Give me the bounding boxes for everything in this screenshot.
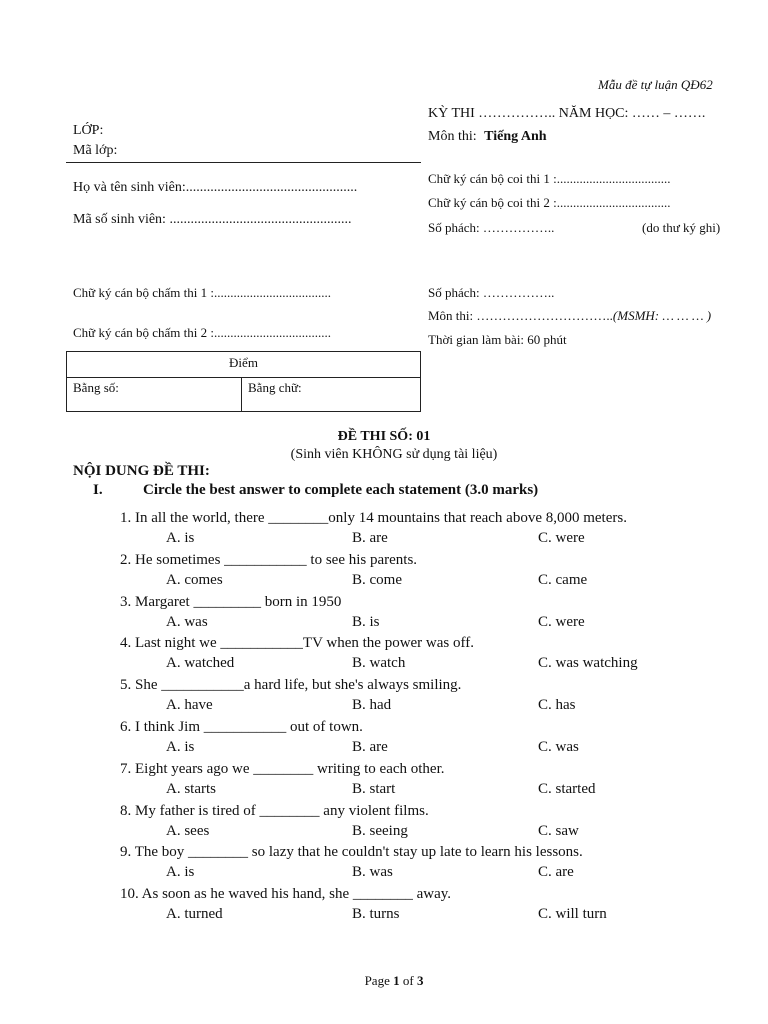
score-table	[66, 351, 421, 412]
form-code: Mẫu đề tự luận QĐ62	[598, 77, 713, 92]
class-label: LỚP:	[73, 123, 104, 138]
subject-2	[428, 308, 711, 324]
grader1-signature: Chữ ký cán bộ chấm thi 1 :....................................	[73, 285, 331, 300]
answer-option-c[interactable]: C. will turn	[538, 906, 607, 923]
exam-line: KỲ THI …………….. NĂM HỌC: …… – …….	[428, 106, 706, 121]
content-heading: NỘI DUNG ĐỀ THI:	[73, 463, 210, 479]
answer-option-c[interactable]: C. were	[538, 613, 585, 630]
score-header: Điểm	[67, 352, 421, 378]
question-text: 1. In all the world, there ________only 14 mountains that reach above 8,000 meters.	[120, 510, 627, 526]
answer-option-c[interactable]: C. was	[538, 739, 579, 755]
answer-option-a[interactable]: A. is	[166, 739, 195, 755]
answer-option-b[interactable]: B. was	[352, 864, 393, 881]
student-id-field: Mã số sinh viên: ....................................................	[73, 212, 352, 227]
answer-option-c[interactable]: C. are	[538, 864, 574, 881]
question-text: 6. I think Jim ___________ out of town.	[120, 719, 363, 735]
answer-option-a[interactable]: A. sees	[166, 822, 210, 839]
answer-option-a[interactable]: A. was	[166, 613, 208, 630]
answer-option-b[interactable]: B. are	[352, 530, 388, 546]
answer-option-b[interactable]: B. had	[352, 697, 392, 714]
question-text: 5. She ___________a hard life, but she's always smiling.	[120, 677, 462, 694]
section-title: Circle the best answer to complete each statement (3.0 marks)	[143, 482, 539, 498]
student-name-field: Họ và tên sinh viên:.................................................	[73, 180, 358, 195]
answer-option-a[interactable]: A. is	[166, 864, 195, 881]
answer-option-a[interactable]: A. comes	[166, 571, 223, 588]
answer-option-c[interactable]: C. has	[538, 697, 576, 714]
page-footer	[0, 973, 768, 989]
question-text: 8. My father is tired of ________ any violent films.	[120, 802, 429, 819]
answer-option-a[interactable]: A. have	[166, 697, 213, 714]
page-total: 3	[416, 973, 424, 988]
answer-option-c[interactable]: C. were	[538, 530, 585, 546]
secret-number-2: Số phách: ……………..	[428, 285, 555, 300]
class-code-label: Mã lớp:	[73, 143, 118, 158]
answer-option-b[interactable]: B. start	[352, 780, 396, 797]
header-divider	[66, 162, 421, 163]
proctor2-signature: Chữ ký cán bộ coi thi 2 :...................................	[428, 195, 671, 210]
question-text: 3. Margaret _________ born in 1950	[120, 593, 342, 610]
answer-option-b[interactable]: B. turns	[352, 906, 400, 923]
answer-option-c[interactable]: C. was watching	[538, 655, 638, 672]
section-number: I.	[93, 482, 103, 498]
exam-number: ĐỀ THI SỐ: 01	[337, 429, 431, 444]
answer-option-b[interactable]: B. seeing	[352, 822, 408, 839]
proctor1-signature: Chữ ký cán bộ coi thi 1 :...................................	[428, 171, 671, 186]
answer-option-c[interactable]: C. came	[538, 571, 588, 588]
secret-number: Số phách: ……………..	[428, 220, 555, 235]
question-text: 9. The boy ________ so lazy that he couldn't stay up late to learn his lessons.	[120, 844, 583, 861]
of-label: of	[402, 973, 414, 988]
answer-option-c[interactable]: C. started	[538, 780, 596, 797]
subject-line	[428, 129, 547, 145]
subject-label: Môn thi:	[428, 129, 477, 144]
question-text: 2. He sometimes ___________ to see his parents.	[120, 551, 418, 568]
time-limit: Thời gian làm bài: 60 phút	[428, 332, 567, 347]
answer-option-a[interactable]: A. is	[166, 530, 195, 546]
subject-2-label: Môn thi: …………………………..	[428, 308, 613, 323]
secret-number-note: (do thư ký ghi)	[642, 220, 721, 235]
answer-option-c[interactable]: C. saw	[538, 822, 579, 839]
answer-option-b[interactable]: B. is	[352, 613, 380, 630]
question-text: 4. Last night we ___________TV when the power was off.	[120, 635, 474, 652]
question-text: 7. Eight years ago we ________ writing to each other.	[120, 760, 445, 777]
answer-option-a[interactable]: A. watched	[166, 655, 235, 672]
page-label: Page	[364, 973, 390, 988]
subject-value: Tiếng Anh	[484, 129, 547, 144]
answer-option-a[interactable]: A. turned	[166, 906, 223, 923]
msmh-code: (MSMH: … … … )	[612, 308, 712, 323]
answer-option-a[interactable]: A. starts	[166, 780, 216, 797]
score-by-words: Bằng chữ:	[242, 378, 421, 412]
question-text: 10. As soon as he waved his hand, she ________ away.	[120, 886, 452, 903]
page-current: 1	[393, 973, 400, 988]
score-by-number: Bằng số:	[67, 378, 242, 412]
answer-option-b[interactable]: B. are	[352, 739, 388, 755]
answer-option-b[interactable]: B. watch	[352, 655, 406, 672]
answer-option-b[interactable]: B. come	[352, 571, 402, 588]
exam-note: (Sinh viên KHÔNG sử dụng tài liệu)	[290, 447, 498, 462]
grader2-signature: Chữ ký cán bộ chấm thi 2 :....................................	[73, 325, 331, 340]
